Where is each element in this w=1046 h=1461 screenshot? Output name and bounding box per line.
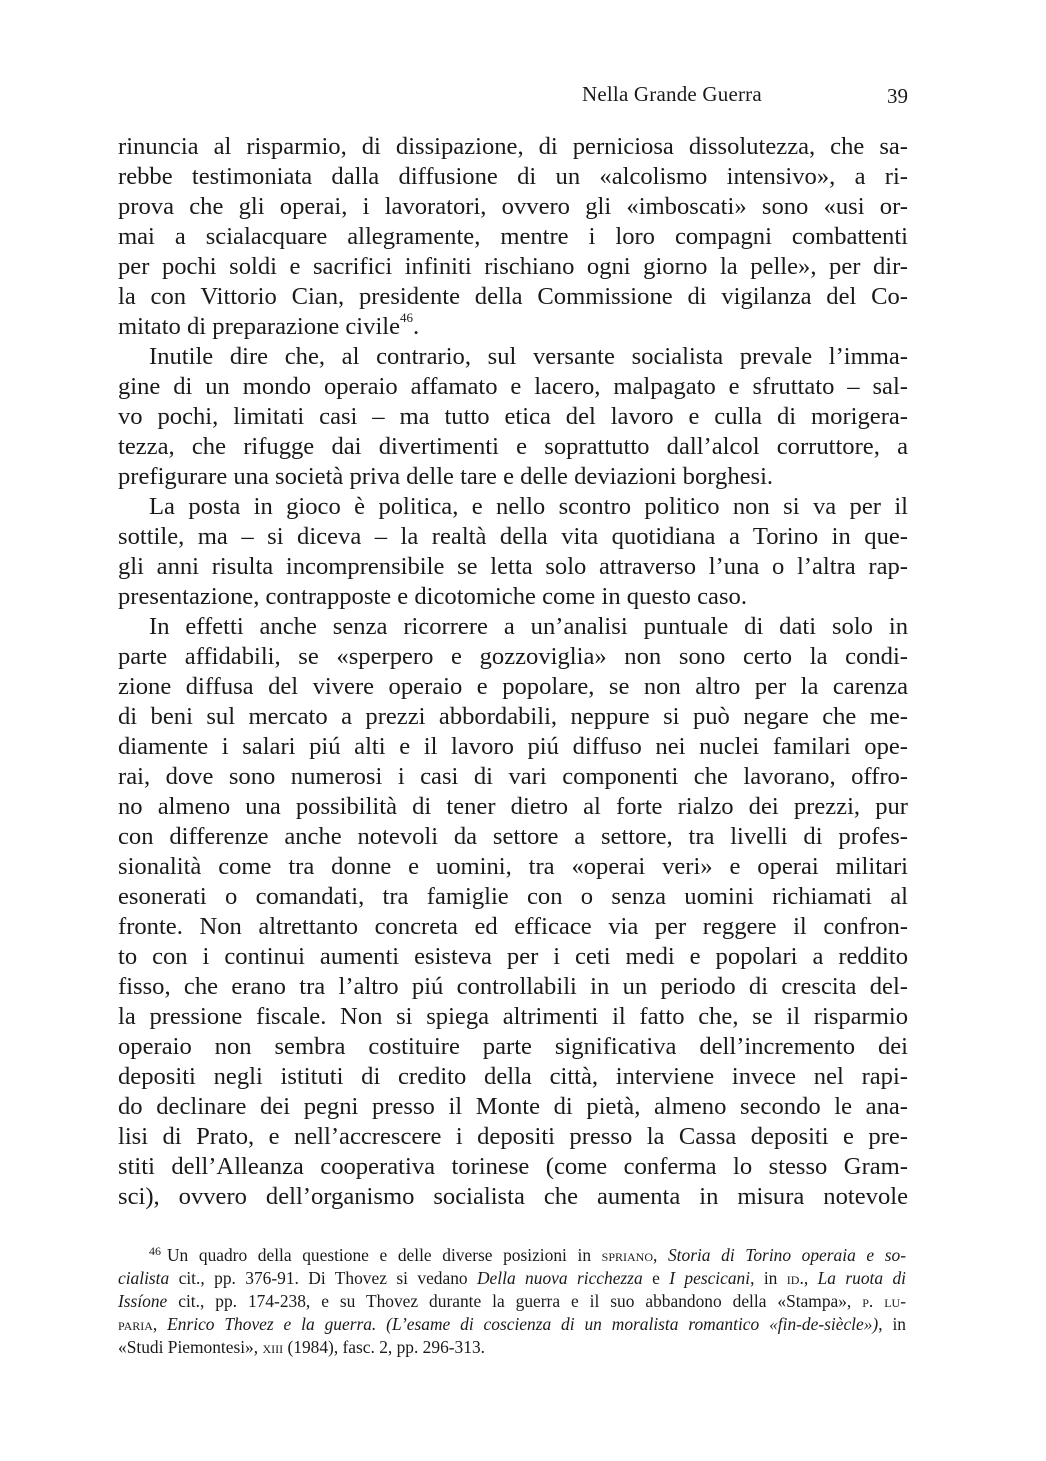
footnote-line xyxy=(118,1289,906,1313)
text-line: prova che gli operai, i lavoratori, ovvero gli «imboscati» sono «usi or- xyxy=(118,193,908,220)
text-line: di beni sul mercato a prezzi abbordabili, neppure si può negare che me- xyxy=(118,703,908,730)
text-line: prefigurare una società priva delle tare e delle deviazioni borghesi. xyxy=(118,463,774,490)
text-line: In effetti anche senza ricorrere a un’analisi puntuale di dati solo in xyxy=(149,613,908,640)
text-line: sottile, ma – si diceva – la realtà della vita quotidiana a Torino in que- xyxy=(118,523,908,550)
volume-number: xiii xyxy=(262,1337,284,1357)
text-line: per pochi soldi e sacrifici infiniti rischiano ogni giorno la pelle», per dir- xyxy=(118,253,908,280)
author-name: p. lu- xyxy=(862,1291,906,1311)
footnote-line xyxy=(118,1266,906,1290)
text-line: la con Vittorio Cian, presidente della Commissione di vigilanza del Co- xyxy=(118,283,908,310)
text-line: la pressione fiscale. Non si spiega altrimenti il fatto che, se il risparmio xyxy=(118,1003,908,1030)
footnote-text: e xyxy=(642,1268,670,1288)
text-line: stiti dell’Alleanza cooperativa torinese (come conferma lo stesso Gram- xyxy=(118,1153,908,1180)
work-title: Storia di Torino operaia e so- xyxy=(667,1245,906,1265)
work-title: Della nuova ricchezza xyxy=(477,1268,643,1288)
footnote-line xyxy=(118,1335,906,1359)
work-title: cialista xyxy=(118,1268,170,1288)
text-line: presentazione, contrapposte e dicotomiche come in questo caso. xyxy=(118,583,747,610)
page-number: 39 xyxy=(887,84,908,108)
work-title: I pescicani xyxy=(669,1268,751,1288)
footnote-reference: 46 xyxy=(400,309,414,325)
text-line: rinuncia al risparmio, di dissipazione, di perniciosa dissolutezza, che sa- xyxy=(118,133,908,160)
work-title: La ruota di xyxy=(817,1268,906,1288)
period: . xyxy=(413,313,420,340)
text-line: do declinare dei pegni presso il Monte di pietà, almeno secondo le ana- xyxy=(118,1093,908,1120)
footnote-text: , in xyxy=(878,1314,906,1334)
text-line: con differenze anche notevoli da settore a settore, tra livelli di profes- xyxy=(118,823,908,850)
text-line: no almeno una possibilità di tener dietro al forte rialzo dei prezzi, pur xyxy=(118,793,908,820)
text-line: operaio non sembra costituire parte significativa dell’incremento dei xyxy=(118,1033,908,1060)
footnote-text: (1984), fasc. 2, pp. 296-313. xyxy=(283,1337,485,1357)
text-line: lisi di Prato, e nell’accrescere i depositi presso la Cassa depositi e pre- xyxy=(118,1123,908,1150)
footnote-number: 46 xyxy=(149,1244,161,1258)
text-line-content: mitato di preparazione civile xyxy=(118,313,401,340)
text-line: tezza, che rifugge dai divertimenti e soprattutto dall’alcol corruttore, a xyxy=(118,433,908,460)
text-line: fisso, che erano tra l’altro piú controllabili in un periodo di crescita del- xyxy=(118,973,908,1000)
author-name: id. xyxy=(786,1268,804,1288)
footnote-text: , in xyxy=(750,1268,787,1288)
text-line: La posta in gioco è politica, e nello scontro politico non si va per il xyxy=(149,493,908,520)
text-line: vo pochi, limitati casi – ma tutto etica del lavoro e culla di morigera- xyxy=(118,403,908,430)
text-line: diamente i salari piú alti e il lavoro piú diffuso nei nuclei familari ope- xyxy=(118,733,908,760)
author-name: spriano xyxy=(601,1245,653,1265)
text-line: sci), ovvero dell’organismo socialista che aumenta in misura notevole xyxy=(118,1183,908,1210)
running-head: Nella Grande Guerra xyxy=(582,82,762,106)
text-line: depositi negli istituti di credito della città, interviene invece nel rapi- xyxy=(118,1063,908,1090)
footnote-text: Un quadro della questione e delle diverse posizioni in xyxy=(167,1245,602,1265)
author-name: paria xyxy=(118,1314,153,1334)
work-title: Issíone xyxy=(118,1291,168,1311)
text-line: mai a scialacquare allegramente, mentre i loro compagni combattenti xyxy=(118,223,908,250)
text-line: sionalità come tra donne e uomini, tra «operai veri» e operai militari xyxy=(118,853,908,880)
text-line: fronte. Non altrettanto concreta ed efficace via per reggere il confron- xyxy=(118,913,908,940)
footnote-text: , xyxy=(152,1314,168,1334)
text-line: gine di un mondo operaio affamato e lacero, malpagato e sfruttato – sal- xyxy=(118,373,908,400)
text-line: parte affidabili, se «sperpero e gozzoviglia» non sono certo la condi- xyxy=(118,643,908,670)
footnote-text: cit., pp. 174-238, e su Thovez durante la guerra e il suo abbandono della «Stampa», xyxy=(167,1291,863,1311)
footnote-text: cit., pp. 376-91. Di Thovez si vedano xyxy=(169,1268,477,1288)
footnote-text: , xyxy=(653,1245,668,1265)
text-line xyxy=(118,311,908,343)
text-line: Inutile dire che, al contrario, sul versante socialista prevale l’imma- xyxy=(149,343,908,370)
footnote-line xyxy=(118,1312,906,1336)
work-title: Enrico Thovez e la guerra. (L’esame di coscienza di un moralista romantico «fin-de-siècle») xyxy=(167,1314,879,1334)
footnote-text: «Studi Piemontesi», xyxy=(118,1337,263,1357)
text-line: to con i continui aumenti esisteva per i ceti medi e popolari a reddito xyxy=(118,943,908,970)
footnote-text: , xyxy=(803,1268,818,1288)
text-line: esonerati o comandati, tra famiglie con o senza uomini richiamati al xyxy=(118,883,908,910)
text-line: gli anni risulta incomprensibile se letta solo attraverso l’una o l’altra rap- xyxy=(118,553,908,580)
text-line: rai, dove sono numerosi i casi di vari componenti che lavorano, offro- xyxy=(118,763,908,790)
text-line: rebbe testimoniata dalla diffusione di un «alcolismo intensivo», a ri- xyxy=(118,163,908,190)
text-line: zione diffusa del vivere operaio e popolare, se non altro per la carenza xyxy=(118,673,908,700)
footnote-line xyxy=(149,1243,906,1267)
